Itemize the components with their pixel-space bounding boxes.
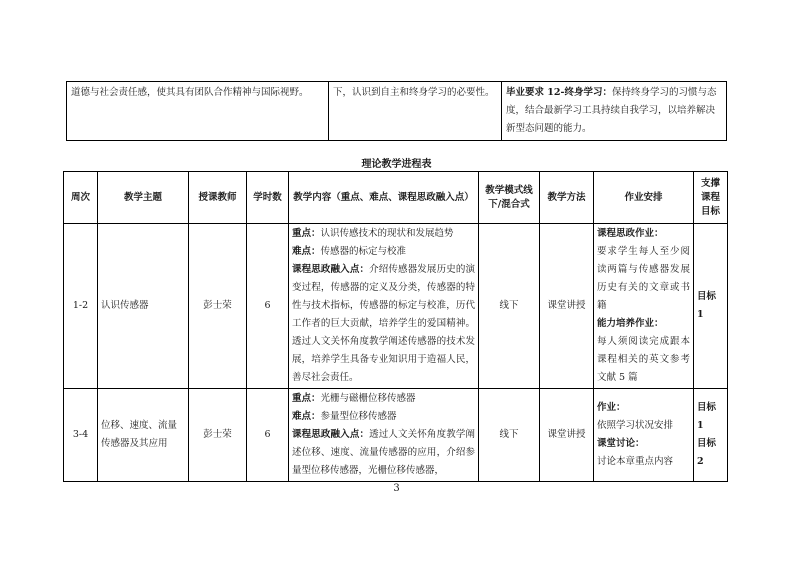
assignment-label-2: 课堂讨论：	[597, 438, 645, 449]
difficulty-text: 参量型位移传感器	[320, 411, 397, 422]
key-point	[292, 225, 475, 243]
assignment-cell	[594, 224, 694, 389]
top-cell-2: 下，认识到自主和终身学习的必要性。	[329, 82, 502, 141]
content-cell	[289, 389, 479, 482]
method-cell: 课堂讲授	[540, 389, 594, 482]
teaching-schedule-table	[63, 171, 728, 482]
goal-1: 目标 1	[697, 402, 717, 431]
key-point	[292, 390, 475, 408]
content-cell	[289, 224, 479, 389]
graduation-req-text: 保持终身学习的习惯与态度，结合最新学习工具持续自我学习，以培养解决新型态问题的能力。	[506, 87, 717, 134]
header-teacher: 授课教师	[189, 172, 247, 224]
assignment-text-2: 每人须阅读完成跟本课程相关的英文参考文献 5 篇	[597, 336, 690, 383]
assignment-text-1: 要求学生每人至少阅读两篇与传感器发展历史有关的文章或书籍	[597, 246, 690, 311]
header-mode: 教学模式线下/混合式	[479, 172, 540, 224]
difficulty-label: 难点：	[292, 246, 321, 257]
table-row	[64, 224, 728, 389]
page-number: 3	[393, 483, 400, 494]
header-assignment: 作业安排	[594, 172, 694, 224]
top-cell-3	[502, 82, 727, 141]
support-cell	[694, 389, 728, 482]
mode-cell: 线下	[479, 224, 540, 389]
week-cell: 3-4	[64, 389, 98, 482]
table-row	[67, 82, 727, 141]
teacher-cell: 彭士荣	[189, 224, 247, 389]
header-row	[64, 172, 728, 224]
goal-1: 目标 1	[697, 291, 717, 320]
assignment-text-2: 讨论本章重点内容	[597, 456, 674, 467]
hours-cell: 6	[247, 389, 289, 482]
assignment-label-2: 能力培养作业：	[597, 318, 664, 329]
hours-cell: 6	[247, 224, 289, 389]
assignment-text-1: 依照学习状况安排	[597, 420, 674, 431]
topic-cell: 位移、速度、流量传感器及其应用	[98, 389, 189, 482]
ideology-point	[292, 261, 475, 387]
ideology-label: 课程思政融入点：	[292, 429, 370, 440]
header-topic: 教学主题	[98, 172, 189, 224]
difficulty-text: 传感器的标定与校准	[320, 246, 407, 257]
ideology-label: 课程思政融入点：	[292, 264, 370, 275]
support-cell	[694, 224, 728, 389]
top-cell-1: 道德与社会责任感，使其具有团队合作精神与国际视野。	[67, 82, 329, 141]
header-content: 教学内容（重点、难点、课程思政融入点）	[289, 172, 479, 224]
table-title: 理论教学进程表	[361, 159, 432, 170]
assignment-label-1: 课程思政作业：	[597, 228, 664, 239]
mode-cell: 线下	[479, 389, 540, 482]
teacher-cell: 彭士荣	[189, 389, 247, 482]
graduation-req-label: 毕业要求 12-终身学习：	[506, 87, 612, 98]
key-text: 光栅与磁栅位移传感器	[320, 393, 416, 404]
table-row	[64, 389, 728, 482]
goal-2: 目标 2	[697, 438, 717, 467]
key-label: 重点：	[292, 228, 321, 239]
key-label: 重点：	[292, 393, 321, 404]
prior-table-fragment	[66, 81, 727, 141]
assignment-cell	[594, 389, 694, 482]
difficulty-label: 难点：	[292, 411, 321, 422]
ideology-text: 透过人文关怀角度教学阐述位移、速度、流量传感器的应用，介绍参量型位移传感器，光栅位移传感器，	[292, 429, 475, 476]
header-support: 支撑课程目标	[694, 172, 728, 224]
header-hours: 学时数	[247, 172, 289, 224]
difficulty	[292, 243, 475, 261]
ideology-text: 介绍传感器发展历史的演变过程，传感器的定义及分类，传感器的特性与技术指标，传感器的标定与校准，历代工作者的巨大贡献，培养学生的爱国精神。透过人文关怀角度教学阐述传感器的技术发展，培养学生具备专业知识用于造福人民，善尽社会责任。	[292, 264, 475, 383]
topic-cell: 认识传感器	[98, 224, 189, 389]
header-method: 教学方法	[540, 172, 594, 224]
method-cell: 课堂讲授	[540, 224, 594, 389]
ideology-point	[292, 426, 475, 480]
week-cell: 1-2	[64, 224, 98, 389]
key-text: 认识传感技术的现状和发展趋势	[320, 228, 454, 239]
difficulty	[292, 408, 475, 426]
assignment-label-1: 作业：	[597, 402, 626, 413]
header-week: 周次	[64, 172, 98, 224]
